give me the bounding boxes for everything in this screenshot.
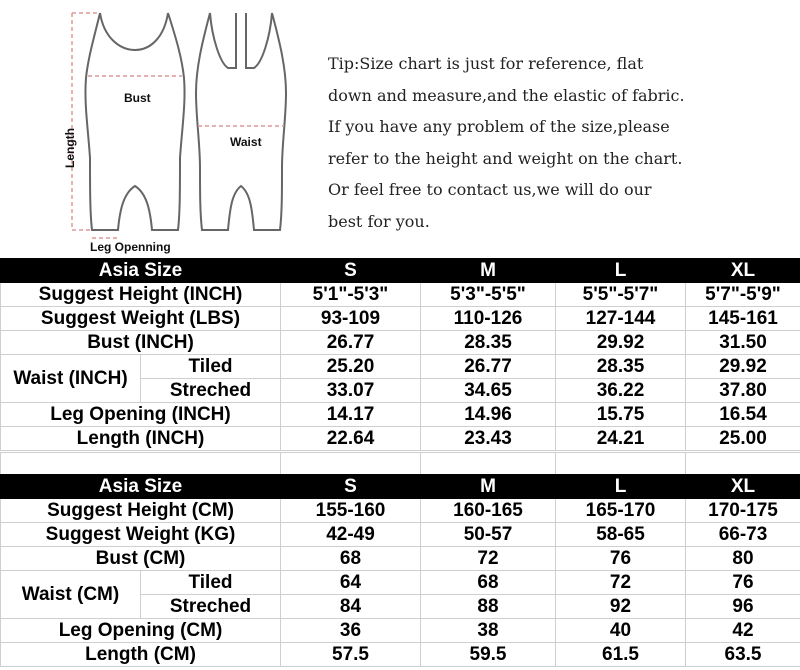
empty-cell: [1, 453, 281, 477]
table-cell: 88: [421, 595, 556, 619]
table-cell: 23.43: [421, 427, 556, 451]
table-cell: 16.54: [686, 403, 800, 427]
table-row: [1, 523, 800, 547]
table-cell: 26.77: [281, 331, 421, 355]
garment-illustration: [60, 8, 290, 258]
empty-cell: [686, 453, 800, 477]
size-chart-cm: [0, 474, 800, 667]
leg-openning-label: Leg Openning: [90, 240, 171, 254]
table-cell: 42-49: [281, 523, 421, 547]
tip-line: best for you.: [328, 211, 430, 231]
table-cell: 33.07: [281, 379, 421, 403]
table-cell: 31.50: [686, 331, 800, 355]
back-view: [196, 13, 286, 230]
row-label: Suggest Height (INCH): [1, 283, 281, 307]
table-cell: 61.5: [556, 643, 686, 667]
table-cell: 155-160: [281, 499, 421, 523]
table-cell: 165-170: [556, 499, 686, 523]
table-row: [1, 355, 800, 379]
table-cell: 72: [421, 547, 556, 571]
front-view: [85, 13, 184, 230]
table-cell: 127-144: [556, 307, 686, 331]
row-label: Leg Opening (INCH): [1, 403, 281, 427]
table-cell: 25.00: [686, 427, 800, 451]
table-cell: 57.5: [281, 643, 421, 667]
table-cell: 76: [556, 547, 686, 571]
table-cell: 76: [686, 571, 800, 595]
table-cell: 25.20: [281, 355, 421, 379]
sub-row-label: Streched: [141, 379, 281, 403]
table-cell: 66-73: [686, 523, 800, 547]
table-cell: 50-57: [421, 523, 556, 547]
tip-text: [328, 48, 788, 237]
table-row: [1, 547, 800, 571]
row-label: Suggest Weight (KG): [1, 523, 281, 547]
empty-cell: [556, 453, 686, 477]
row-label: Suggest Height (CM): [1, 499, 281, 523]
table-row: [1, 643, 800, 667]
row-label: Length (CM): [1, 643, 281, 667]
size-xl-header: XL: [686, 259, 800, 283]
sub-row-label: Streched: [141, 595, 281, 619]
table-cell: 5'5"-5'7": [556, 283, 686, 307]
table-row: [1, 403, 800, 427]
table-row: [1, 427, 800, 451]
table-cell: 15.75: [556, 403, 686, 427]
size-m-header: M: [421, 475, 556, 499]
asia-size-header: Asia Size: [1, 259, 281, 283]
table-cell: 14.17: [281, 403, 421, 427]
table-cell: 93-109: [281, 307, 421, 331]
table-cell: 38: [421, 619, 556, 643]
table-row: [1, 307, 800, 331]
size-chart-inch: [0, 258, 800, 451]
row-label: Leg Opening (CM): [1, 619, 281, 643]
table-cell: 72: [556, 571, 686, 595]
size-xl-header: XL: [686, 475, 800, 499]
table-cell: 63.5: [686, 643, 800, 667]
row-label: Bust (INCH): [1, 331, 281, 355]
table-row: [1, 331, 800, 355]
asia-size-header: Asia Size: [1, 475, 281, 499]
tip-line: Tip:Size chart is just for reference, flat: [328, 54, 644, 73]
waist-label: Waist: [230, 135, 262, 149]
table-cell: 14.96: [421, 403, 556, 427]
table-row: [1, 499, 800, 523]
size-m-header: M: [421, 259, 556, 283]
sub-row-label: Tiled: [141, 355, 281, 379]
table-cell: 170-175: [686, 499, 800, 523]
table-cell: 64: [281, 571, 421, 595]
table-cell: 84: [281, 595, 421, 619]
table-cell: 36: [281, 619, 421, 643]
waist-group-label: Waist (INCH): [1, 355, 141, 403]
table-cell: 96: [686, 595, 800, 619]
table-cell: 92: [556, 595, 686, 619]
table-cell: 5'7"-5'9": [686, 283, 800, 307]
tip-line: If you have any problem of the size,please: [328, 117, 670, 136]
table-cell: 28.35: [421, 331, 556, 355]
table-cell: 68: [281, 547, 421, 571]
table-cell: 5'3"-5'5": [421, 283, 556, 307]
table-cell: 37.80: [686, 379, 800, 403]
tip-line: down and measure,and the elastic of fabric.: [328, 85, 685, 105]
table-cell: 26.77: [421, 355, 556, 379]
tip-line: refer to the height and weight on the chart.: [328, 148, 683, 168]
size-s-header: S: [281, 259, 421, 283]
table-cell: 29.92: [686, 355, 800, 379]
row-label: Length (INCH): [1, 427, 281, 451]
table-cell: 58-65: [556, 523, 686, 547]
empty-cell: [421, 453, 556, 477]
length-label: Length: [63, 128, 77, 168]
table-cell: 29.92: [556, 331, 686, 355]
sub-row-label: Tiled: [141, 571, 281, 595]
row-label: Bust (CM): [1, 547, 281, 571]
empty-cell: [281, 453, 421, 477]
table-cell: 5'1"-5'3": [281, 283, 421, 307]
header-row: [1, 259, 800, 283]
table-cell: 40: [556, 619, 686, 643]
table-cell: 24.21: [556, 427, 686, 451]
header-row: [1, 475, 800, 499]
table-row: [1, 571, 800, 595]
table-cell: 42: [686, 619, 800, 643]
table-cell: 68: [421, 571, 556, 595]
table-cell: 110-126: [421, 307, 556, 331]
table-row: [1, 619, 800, 643]
table-cell: 145-161: [686, 307, 800, 331]
bust-label: Bust: [124, 91, 151, 105]
tip-line: Or feel free to contact us,we will do our: [328, 180, 652, 199]
table-cell: 80: [686, 547, 800, 571]
size-l-header: L: [556, 259, 686, 283]
table-cell: 28.35: [556, 355, 686, 379]
table-cell: 160-165: [421, 499, 556, 523]
table-cell: 22.64: [281, 427, 421, 451]
table-row: [1, 283, 800, 307]
size-s-header: S: [281, 475, 421, 499]
table-cell: 59.5: [421, 643, 556, 667]
row-label: Suggest Weight (LBS): [1, 307, 281, 331]
size-l-header: L: [556, 475, 686, 499]
table-cell: 36.22: [556, 379, 686, 403]
table-cell: 34.65: [421, 379, 556, 403]
waist-group-label: Waist (CM): [1, 571, 141, 619]
